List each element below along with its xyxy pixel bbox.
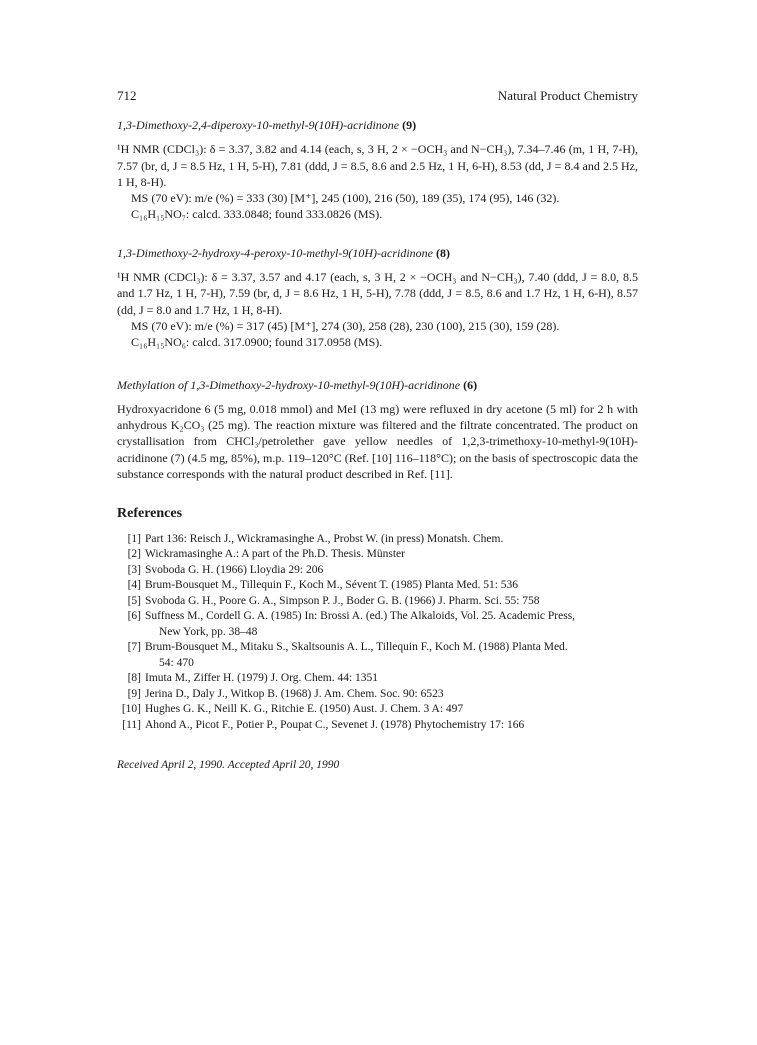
ms-data: MS (70 eV): m/e (%) = 317 (45) [M⁺], 274 (30), 258 (28), 230 (100), 215 (30), 159 (28). bbox=[131, 318, 560, 333]
nmr-data: ¹H NMR (CDCl₃): δ = 3.37, 3.57 and 4.17 (each, s, 3 H, 2 × −OCH₃ and N−CH₃), 7.40 (ddd, J = 8.0, 8.5 and 1.7 Hz, 1 H, 7-H), 7.59 (br, d, J = 8.6 Hz, 1 H, 5-H), 7.78 (ddd, J = 8.5, 8.6 and 1.7 Hz, 1 H, 6-H), 8.57 (dd, J = 8.0 and 1.7 Hz, 1 H, 8-H). bbox=[117, 270, 638, 317]
journal-title: Natural Product Chemistry bbox=[497, 88, 638, 103]
reference-list bbox=[117, 532, 638, 734]
nmr-data: ¹H NMR (CDCl₃): δ = 3.37, 3.82 and 4.14 (each, s, 3 H, 2 × −OCH₃ and N−CH₃), 7.34–7.46 (m, 1 H, 7-H), 7.57 (br, d, J = 8.5 Hz, 1 H, 5-H), 7.81 (ddd, J = 8.5, 8.6 and 2.5 Hz, 1 H, 6-H), 8.53 (dd, J = 8.4 and 2.5 Hz, 1 H, 8-H). bbox=[117, 142, 638, 189]
references-heading: References bbox=[117, 506, 183, 522]
page-number: 712 bbox=[117, 88, 137, 103]
section-title: Methylation of 1,3-Dimethoxy-2-hydroxy-10-methyl-9(10H)-acridinone (6) bbox=[117, 377, 478, 392]
section-title: 1,3-Dimethoxy-2,4-diperoxy-10-methyl-9(10H)-acridinone (9) bbox=[117, 118, 417, 132]
reference-item: [9] Jerina D., Daly J., Witkop B. (1968) J. Am. Chem. Soc. 90: 6523 bbox=[127, 687, 444, 700]
running-header bbox=[117, 88, 638, 104]
reference-item: [1] Part 136: Reisch J., Wickramasinghe A., Probst W. (in press) Monatsh. Chem. bbox=[127, 532, 504, 545]
reference-item: [4] Brum-Bousquet M., Tillequin F., Koch M., Sévent T. (1985) Planta Med. 51: 536 bbox=[127, 579, 519, 592]
section-title: 1,3-Dimethoxy-2-hydroxy-4-peroxy-10-methyl-9(10H)-acridinone (8) bbox=[117, 245, 450, 260]
formula-data: C₁₆H₁₅NO₇: calcd. 333.0848; found 333.0826 (MS). bbox=[131, 207, 383, 222]
reference-item: [2] Wickramasinghe A.: A part of the Ph.D. Thesis. Münster bbox=[127, 548, 405, 561]
section-methylation bbox=[117, 377, 638, 483]
section-compound-8 bbox=[117, 245, 638, 351]
ms-data: MS (70 eV): m/e (%) = 333 (30) [M⁺], 245 (100), 216 (50), 189 (35), 174 (95), 146 (32). bbox=[131, 191, 560, 206]
reference-item: [6] Suffness M., Cordell G. A. (1985) In: Brossi A. (ed.) The Alkaloids, Vol. 25. Academic Press, New York, pp. 38–48 bbox=[127, 610, 576, 638]
reference-item: [7] Brum-Bousquet M., Mitaku S., Skaltsounis A. L., Tillequin F., Koch M. (1988) Planta Med. 54: 470 bbox=[127, 641, 568, 669]
section-compound-9 bbox=[117, 117, 638, 223]
reference-item: [10] Hughes G. K., Neill K. G., Ritchie E. (1950) Aust. J. Chem. 3 A: 497 bbox=[121, 703, 464, 716]
received-dates: Received April 2, 1990. Accepted April 20, 1990 bbox=[117, 759, 340, 772]
reference-item: [8] Imuta M., Ziffer H. (1979) J. Org. Chem. 44: 1351 bbox=[127, 672, 379, 685]
main-content bbox=[117, 117, 638, 773]
formula-data: C₁₆H₁₅NO₆: calcd. 317.0900; found 317.0958 (MS). bbox=[131, 335, 383, 350]
reference-item: [5] Svoboda G. H., Poore G. A., Simpson P. J., Boder G. B. (1966) J. Pharm. Sci. 55: 758 bbox=[127, 594, 540, 607]
methylation-paragraph: Hydroxyacridone 6 (5 mg, 0.018 mmol) and MeI (13 mg) were refluxed in dry acetone (5 ml) for 2 h with anhydrous K₂CO₃ (25 mg). The reaction mixture was filtered and the filtrate concentrated. The product on crystallisation from CHCl₃/petrolether gave yellow needles of 1,2,3-trimethoxy-10-methyl-9(10H)-acridinone (7) (4.5 mg, 85%), m.p. 119–120°C (Ref. [10] 116–118°C); on the basis of spectroscopic data the substance corresponds with the natural product described in Ref. [11]. bbox=[117, 401, 638, 482]
reference-item: [11] Ahond A., Picot F., Potier P., Poupat C., Sevenet J. (1978) Phytochemistry 17: 166 bbox=[122, 718, 525, 731]
reference-item: [3] Svoboda G. H. (1966) Lloydia 29: 206 bbox=[127, 563, 324, 576]
